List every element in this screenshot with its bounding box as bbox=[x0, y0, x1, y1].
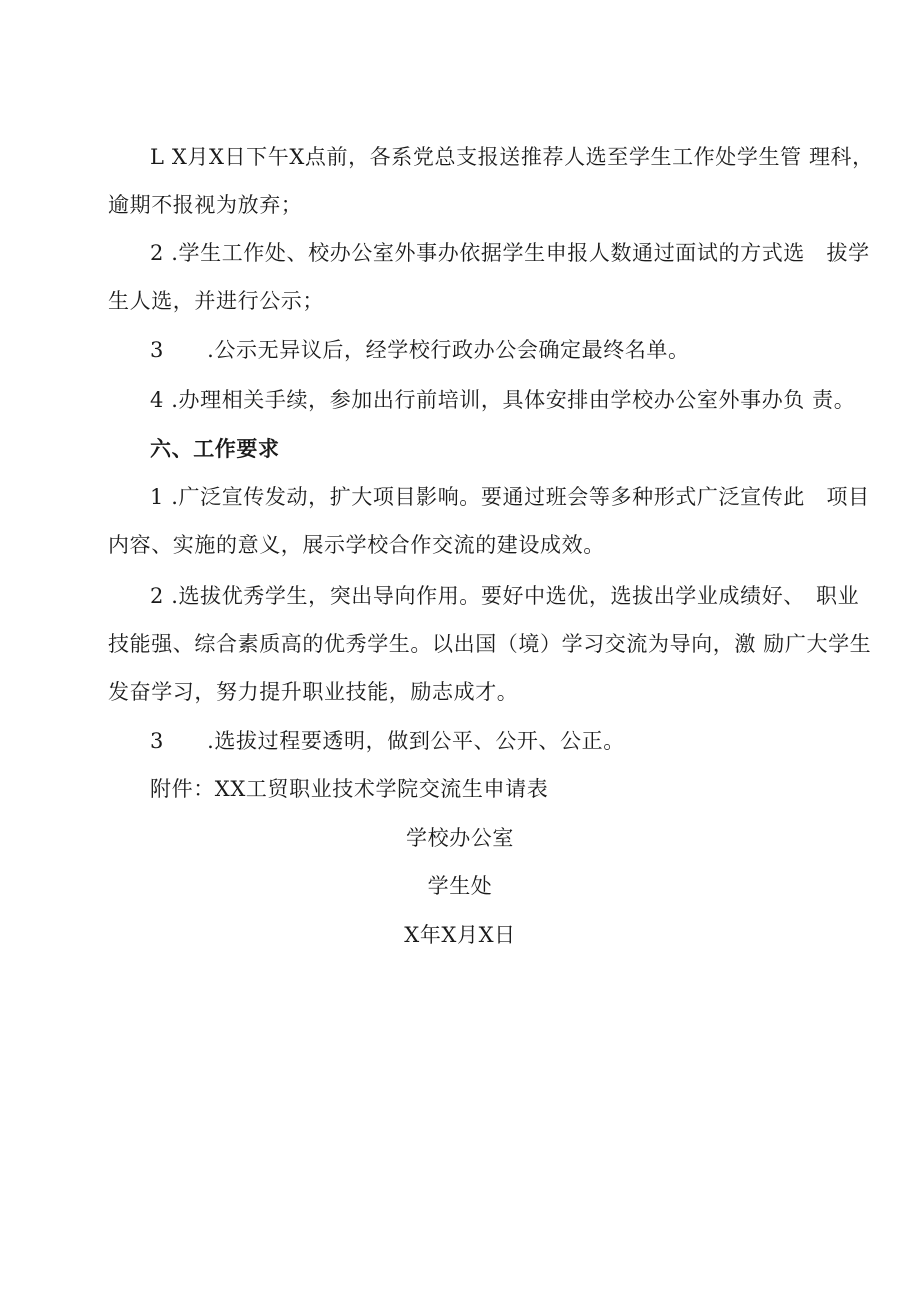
step-3-paragraph: 3 .公示无异议后，经学校行政办公会确定最终名单。 bbox=[150, 338, 690, 362]
section-heading-work-requirements: 六、工作要求 bbox=[150, 436, 280, 461]
step-1-paragraph: L X月X日下午X点前，各系党总支报送推荐人选至学生工作处学生管 理科，逾期不报视为放弃； bbox=[108, 145, 874, 217]
step-2-paragraph: 2 .学生工作处、校办公室外事办依据学生申报人数通过面试的方式选 拔学生人选，并进行公示； bbox=[108, 241, 870, 313]
requirement-2-paragraph: 2 .选拔优秀学生，突出导向作用。要好中选优，选拔出学业成绩好、 职业技能强、综合素质高的优秀学生。以出国（境）学习交流为导向，激 励广大学生发奋学习，努力提升职业技能，励志成才。 bbox=[108, 584, 872, 704]
signature-date: X年X月X日 bbox=[404, 923, 516, 947]
signature-department: 学生处 bbox=[427, 874, 493, 898]
attachment-line: 附件：XX工贸职业技术学院交流生申请表 bbox=[150, 777, 549, 801]
signature-office: 学校办公室 bbox=[406, 826, 514, 850]
step-4-paragraph: 4 .办理相关手续，参加出行前培训，具体安排由学校办公室外事办负 责。 bbox=[150, 388, 856, 412]
requirement-3-paragraph: 3 .选拔过程要透明，做到公平、公开、公正。 bbox=[150, 729, 625, 753]
requirement-1-paragraph: 1 .广泛宣传发动，扩大项目影响。要通过班会等多种形式广泛宣传此 项目内容、实施的意义，展示学校合作交流的建设成效。 bbox=[108, 485, 870, 557]
